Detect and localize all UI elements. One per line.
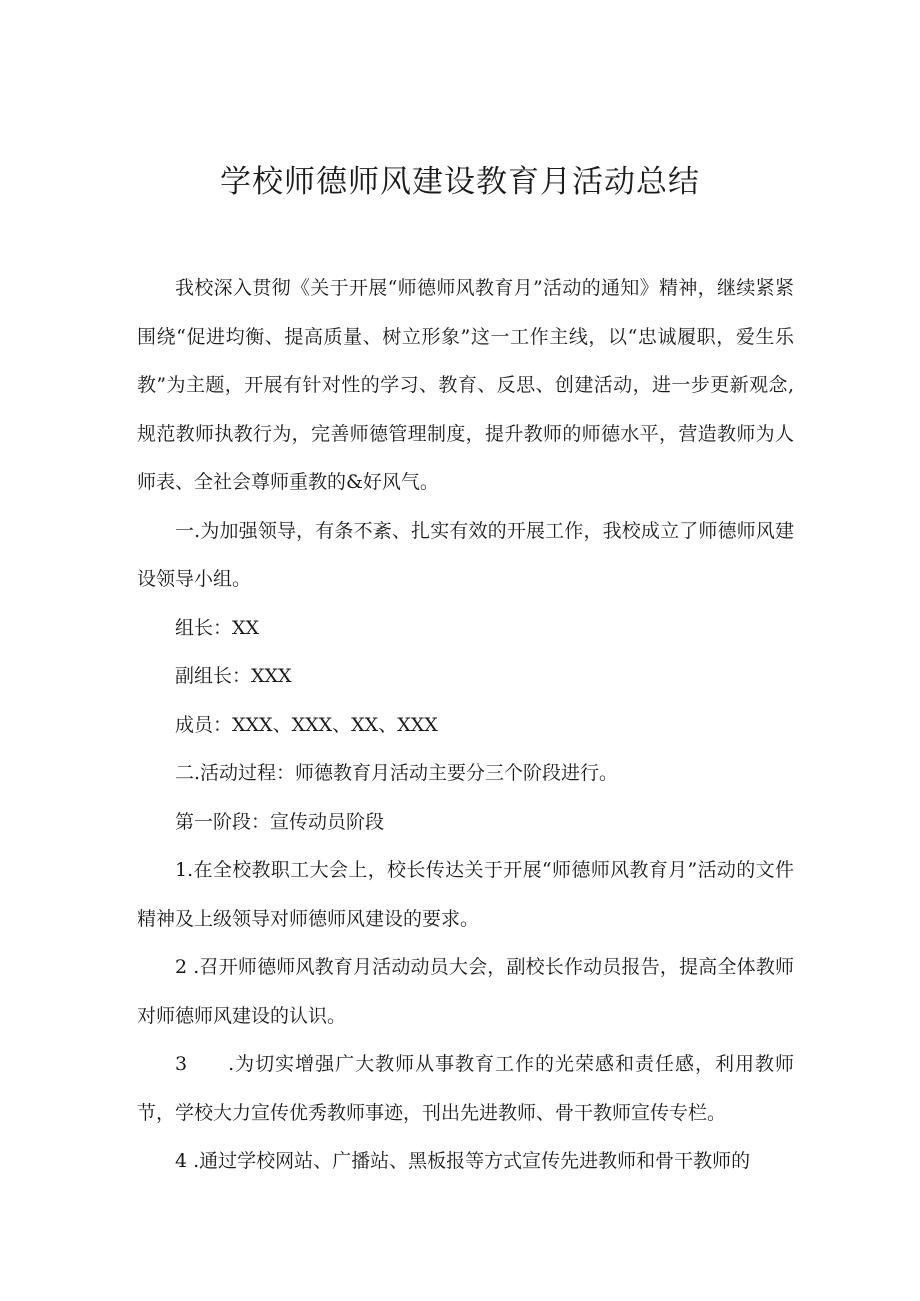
section-two-paragraph: 二.活动过程：师德教育月活动主要分三个阶段进行。 <box>175 762 619 784</box>
item-4-paragraph: 4 .通过学校网站、广播站、黑板报等方式宣传先进教师和骨干教师的 <box>175 1150 751 1172</box>
item-2-paragraph: 2 .召开师德师风教育月活动动员大会，副校长作动员报告，提高全体教师对师德师风建设的认识。 <box>137 956 794 1027</box>
group-leader-line: 组长：XX <box>175 616 260 639</box>
deputy-leader-line: 副组长：XXX <box>175 665 292 687</box>
document-title: 学校师德师风建设教育月活动总结 <box>220 164 700 200</box>
document-body <box>137 264 794 1186</box>
section-one-paragraph: 一.为加强领导，有条不紊、扎实有效的开展工作，我校成立了师德师风建设领导小组。 <box>137 519 794 590</box>
item-3-paragraph: 3 .为切实增强广大教师从事教育工作的光荣感和责任感，利用教师节，学校大力宣传优秀教师事迹，刊出先进教师、骨干教师宣传专栏。 <box>137 1053 794 1124</box>
item-1-paragraph: 1.在全校教职工大会上，校长传达关于开展“师德师风教育月”活动的文件精神及上级领导对师德师风建设的要求。 <box>137 859 794 930</box>
intro-paragraph: 我校深入贯彻《关于开展“师德师风教育月”活动的通知》精神，继续紧紧围绕“促进均衡、提高质量、树立形象”这一工作主线，以“忠诚履职，爱生乐教”为主题，开展有针对性的学习、教育、反思、创建活动，进一步更新观念,规范教师执教行为，完善师德管理制度，提升教师的师德水平，营造教师为人师表、全社会尊师重教的&好风气。 <box>137 277 794 493</box>
stage-one-heading: 第一阶段：宣传动员阶段 <box>175 810 385 833</box>
members-line: 成员：XXX、XXX、XX、XXX <box>175 713 438 736</box>
